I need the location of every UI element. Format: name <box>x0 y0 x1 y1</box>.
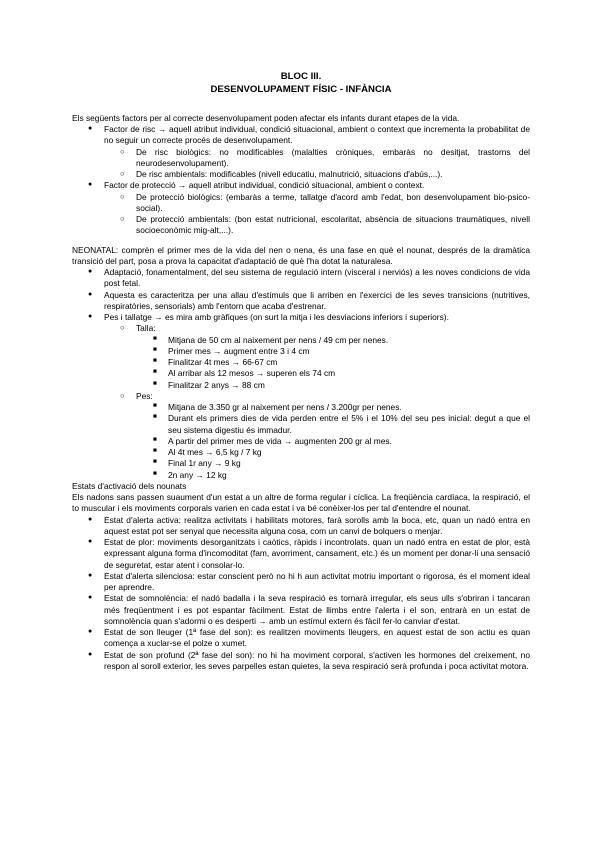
list-item: ● Estat de somnolència: el nadó badalla i la seva respiració es tornarà irregular, els seus ulls s'obriran i tancaran més freqüentment i es pot espantar fàcilment. Estat de llimbs entre l'alerta i el son, entrarà en un estat de somnolència quan s'adormi o es desperti → amb un estímul extern és fàcil fer-lo canviar d'estat. <box>72 593 530 627</box>
factor-risc <box>72 124 530 180</box>
talla-list <box>136 335 530 391</box>
factors-list <box>72 124 530 237</box>
factor-proteccio-sublist <box>104 192 530 237</box>
pes-label: ○ Pes: <box>136 390 153 401</box>
list-item: ○ De risc biològics: no modificables (malalties cròniques, embaràs no desitjat, trastorns del neurodesenvolupament). <box>104 147 530 170</box>
factor-risc-text: Factor de risc → aquell atribut individual, condició situacional, ambient o context que incrementa la probabilitat de no seguir un correcte procés de desenvolupament. <box>104 124 530 146</box>
neonatal-list <box>72 267 530 481</box>
list-item: ■ Primer mes → augment entre 3 i 4 cm <box>136 346 530 357</box>
factor-risc-sublist <box>104 147 530 181</box>
list-item: ○ De protecció biològics: (embaràs a terme, tallatge d'acord amb l'edat, bon desenvolupament bio-psico-social). <box>104 192 530 215</box>
pes-tallatge-sublist <box>104 323 530 481</box>
list-item: ■ Al 4t mes → 6,5 kg / 7 kg <box>136 447 530 458</box>
neonatal-paragraph: NEONATAL: comprèn el primer mes de la vida del nen o nena, és una fase en què el nounat, després de la dramàtica transició del part, posa a prova la capacitat d'adaptació de què l'ha dotat la naturalesa. <box>72 244 530 266</box>
estats-intro: Els nadons sans passen suaument d'un estat a un altre de forma regular i cíclica. La freqüència cardíaca, la respiració, el to muscular i els moviments corporals varien en cada estat i va bé conèixer-los per tal d'entendre el nounat. <box>72 492 530 514</box>
document-title <box>72 70 530 97</box>
talla-item <box>104 323 530 391</box>
pes-item <box>104 391 530 481</box>
list-item: ■ Durant els primers dies de vida perden entre el 5% i el 10% del seu pes inicial: degut a que el seu sistema digestiu és immadur. <box>136 413 530 436</box>
list-item <box>72 312 530 481</box>
list-item: ■ Mitjana de 3.350 gr al naixement per nens / 3.200gr per nenes. <box>136 402 530 413</box>
list-item: ■ Finalitzar 2 anys → 88 cm <box>136 380 530 391</box>
list-item: ● Estat de son lleuger (1ª fase del son): es realitzen moviments lleugers, en aquest estat de son actiu es quan comença a xuclar-se el polze o xumet. <box>72 627 530 650</box>
list-item: ■ A partir del primer mes de vida → augmenten 200 gr al mes. <box>136 436 530 447</box>
list-item: ● Estat d'alerta silenciosa: estar conscient però no hi h aun activitat motriu important o rigorosa, és el moment ideal per aprendre. <box>72 571 530 594</box>
pes-list <box>136 402 530 481</box>
list-item: ■ Finalitzar 4t mes → 66-67 cm <box>136 357 530 368</box>
list-item: ■ 2n any → 12 kg <box>136 470 530 481</box>
list-item: ● Aquesta es caracteritza per una allau d'estímuls que li arriben en l'exercici de les seves transicions (nutritives, respiratòries, sensorials) amb l'entorn que acaba d'estrenar. <box>72 290 530 313</box>
list-item: ● Adaptació, fonamentalment, del seu sistema de regulació intern (visceral i nerviós) a les noves condicions de vida post fetal. <box>72 267 530 290</box>
list-item: ● Estat de son profund (2ª fase del son): no hi ha moviment corporal, s'activen les hormones del creixement, no respon al soroll exterior, les seves parpelles estan quietes, la seva respiració serà profunda i poca activitat motora. <box>72 650 530 673</box>
factor-proteccio-text: Factor de protecció → aquell atribut individual, condició situacional, ambient o context. <box>104 180 425 191</box>
list-item: ■ Al arribar als 12 mesos → superen els 74 cm <box>136 368 530 379</box>
list-item: ● Estat d'alerta activa: realitza activitats i habilitats motores, farà sorolls amb la boca, etc, quan un nadó entra en aquest estat pot ser senyal que necessita alguna cosa, com un canvi de bolquers o menjar. <box>72 515 530 538</box>
list-item: ■ Mitjana de 50 cm al naixement per nens / 49 cm per nenes. <box>136 335 530 346</box>
list-item: ○ De protecció ambientals: (bon estat nutricional, escolaritat, absència de situacions traumàtiques, nivell socioeconòmic mig-alt,...). <box>104 214 530 237</box>
title-line-1: BLOC III. <box>280 71 322 82</box>
title-line-2: DESENVOLUPAMENT FÍSIC - INFÀNCIA <box>210 84 392 96</box>
intro-paragraph: Els següents factors per al correcte desenvolupament poden afectar els infants durant etapes de la vida. <box>72 112 460 123</box>
pes-tallatge-text: Pes i tallatge → es mira amb gràfiques (on surt la mitja i les desviacions inferiors i superiors). <box>104 312 449 323</box>
list-item: ■ Final 1r any → 9 kg <box>136 458 530 469</box>
list-item: ○ De risc ambientals: modificables (nivell educatiu, malnutrició, situacions d'abús,...). <box>104 169 530 180</box>
factor-proteccio <box>72 180 530 236</box>
talla-label: ○ Talla: <box>136 323 156 334</box>
estats-heading: Estats d'activació dels nounats <box>72 480 187 491</box>
list-item: ● Estat de plor: moviments desorganitzats i caòtics, ràpids i incontrolats. quan un nadó entra en estat de plor, està expressant alguna forma d'incomoditat (fam, avorriment, cansament, etc.) és un moment per donar-li una sensació de seguretat, estar atent i consolar-lo. <box>72 537 530 571</box>
estats-list <box>72 515 530 673</box>
